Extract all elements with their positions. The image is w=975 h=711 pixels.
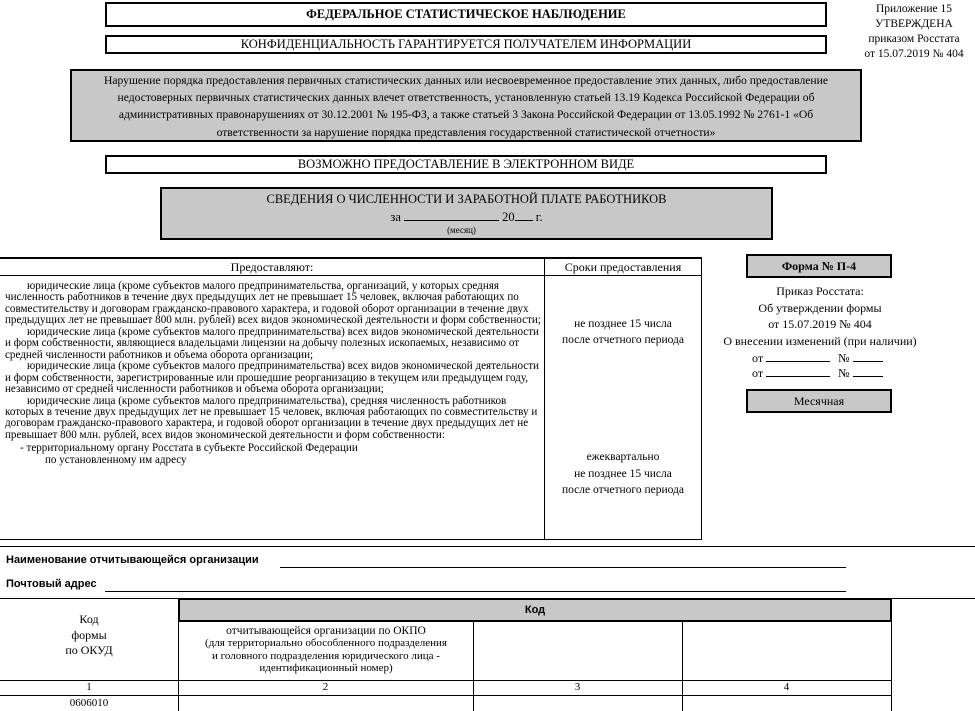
deadline-monthly <box>545 316 701 348</box>
okpo-header-line: идентификационный номер) <box>259 662 393 675</box>
federal-observation-title: ФЕДЕРАЛЬНОЕ СТАТИСТИЧЕСКОЕ НАБЛЮДЕНИЕ <box>105 2 827 27</box>
number-label: № <box>838 366 850 380</box>
deadline-line: после отчетного периода <box>561 334 685 346</box>
provider-paragraph: юридические лица (кроме субъектов малого предпринимательства, организаций, у которых средняя численность работников в течение двух предыдущих лет не превышает 15 человек, включая работающих по совместительству и договорам гражданско-правового характера, и годовой оборот организации в течение двух предыдущих лет не превышает 800 млн. рублей) всех видов экономической деятельности и форм собственности; <box>5 280 541 327</box>
order-date: от 15.07.2019 № 404 <box>768 317 872 331</box>
postal-address-field[interactable] <box>105 591 846 592</box>
order-about: Об утверждении формы <box>758 300 882 315</box>
column-number: 3 <box>574 681 581 693</box>
providers-header: Предоставляют: <box>230 260 314 274</box>
okpo-header-line: и головного подразделения юридического лица - <box>212 649 440 662</box>
org-name-label: Наименование отчитывающейся организации <box>6 554 259 566</box>
appendix-order: приказом Росстата <box>868 33 960 45</box>
okud-code-value: 0606010 <box>69 697 109 709</box>
changes-row <box>752 364 912 381</box>
column-number: 2 <box>322 681 329 693</box>
report-title: СВЕДЕНИЯ О ЧИСЛЕННОСТИ И ЗАРАБОТНОЙ ПЛАТЕ РАБОТНИКОВ <box>266 192 667 206</box>
appendix-block <box>855 2 973 62</box>
okpo-header <box>179 625 473 675</box>
appendix-approved: УТВЕРЖДЕНА <box>875 18 953 30</box>
provider-paragraph: юридические лица (кроме субъектов малого предпринимательства), средняя численность работников которых в течение двух предыдущих лет не превышает 15 человек, включая работающих по совместительству и договорам гражданско-правового характера, и годовой оборот организации в течение двух предыдущих лет не превышает 800 млн. рублей, всех видов экономической деятельности и форм собственности: <box>5 394 538 441</box>
electronic-submission-notice: ВОЗМОЖНО ПРЕДОСТАВЛЕНИЕ В ЭЛЕКТРОННОМ ВИДЕ <box>105 155 827 174</box>
providers-text <box>5 281 547 466</box>
okpo-header-line: (для территориально обособленного подразделения <box>205 637 447 650</box>
okud-header <box>0 612 178 659</box>
order-label: Приказ Росстата: <box>776 284 864 298</box>
period-za: за <box>390 210 401 224</box>
change-date-field[interactable] <box>766 349 830 362</box>
provider-paragraph: юридические лица (кроме субъектов малого предпринимательства) всех видов экономической деятельности и форм собственности, зарегистрированные или прошедшие реорганизацию в текущем или предыдущем году, независимо от средней численности работников и объема оборота организации; <box>5 360 539 396</box>
okud-header-line: по ОКУД <box>65 643 113 657</box>
okpo-header-line: отчитывающейся организации по ОКПО <box>226 625 426 637</box>
okud-header-line: Код <box>79 612 99 626</box>
postal-address-label: Почтовый адрес <box>6 578 97 590</box>
column-number: 4 <box>783 681 790 693</box>
form-number: Форма № П-4 <box>746 254 892 278</box>
deadline-line: не позднее 15 числа <box>574 318 672 330</box>
number-label: № <box>838 351 850 365</box>
okud-header-line: формы <box>71 627 107 642</box>
from-label: от <box>752 351 764 365</box>
change-number-field[interactable] <box>853 349 883 362</box>
month-field[interactable] <box>404 208 499 221</box>
confidentiality-notice: КОНФИДЕНЦИАЛЬНОСТЬ ГАРАНТИРУЕТСЯ ПОЛУЧАТЕЛЕМ ИНФОРМАЦИИ <box>105 35 827 54</box>
deadline-header: Сроки предоставления <box>564 260 682 274</box>
provider-paragraph: юридические лица (кроме субъектов малого предпринимательства) всех видов экономической деятельности и форм собственности, являющиеся владельцами лицензии на добычу полезных ископаемых, независимо от средней численности работников и объема оборота организации; <box>5 325 539 361</box>
order-info <box>705 283 935 349</box>
deadline-line: ежеквартально <box>586 451 660 463</box>
periodicity: Месячная <box>746 389 892 413</box>
appendix-date: от 15.07.2019 № 404 <box>864 48 964 60</box>
deadline-line: после отчетного периода <box>561 484 685 496</box>
from-label: от <box>752 366 764 380</box>
changes-label: О внесении изменений (при наличии) <box>723 333 917 348</box>
report-title-box <box>160 187 773 240</box>
recipient-line: по установленному им адресу <box>45 453 187 466</box>
month-caption: (месяц) <box>447 225 476 235</box>
year-field[interactable] <box>515 208 533 221</box>
liability-warning: Нарушение порядка предоставления первичных статистических данных или несвоевременное предоставление этих данных, либо предоставление недостоверных первичных статистических данных влечет ответственность, установленную статьей 13.19 Кодекса Российской Федерации об административных правонарушениях от 30.12.2001 № 195-ФЗ, а также статьей 3 Закона Российской Федерации от 13.05.1992 № 2761-1 «Об ответственности за нарушение порядка представления государственной статистической отчетности» <box>70 69 862 142</box>
recipient-line: территориальному органу Росстата в субъекте Российской Федерации <box>26 442 358 455</box>
deadline-line: не позднее 15 числа <box>574 467 672 480</box>
year-prefix: 20 <box>502 210 515 224</box>
report-period <box>162 208 771 225</box>
org-name-field[interactable] <box>280 567 846 568</box>
column-number: 1 <box>86 681 92 693</box>
deadline-quarterly <box>545 449 701 499</box>
change-date-field[interactable] <box>766 364 830 377</box>
year-suffix: г. <box>535 210 543 224</box>
recipient: - территориальному органу Росстата в субъекте Российской Федерации по установленному им адресу <box>5 443 547 466</box>
code-header: Код <box>178 598 892 622</box>
appendix-line: Приложение 15 <box>875 3 953 15</box>
change-number-field[interactable] <box>853 364 883 377</box>
